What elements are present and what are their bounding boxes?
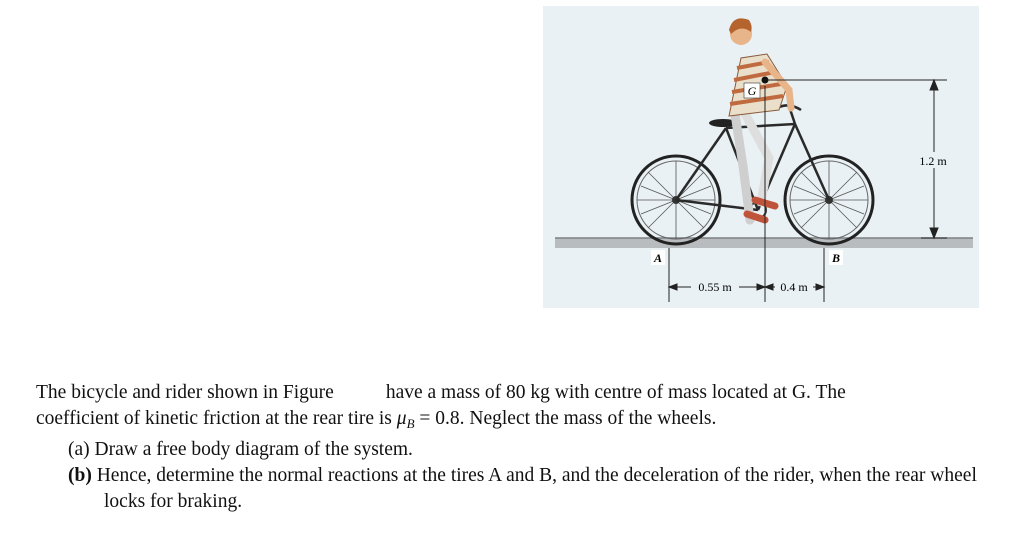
bicycle-diagram <box>543 6 983 316</box>
friction-text-2: = 0.8. Neglect the mass of the wheels. <box>414 408 717 429</box>
friction-text-1: coefficient of kinetic friction at the rear tire is <box>36 408 397 429</box>
dim-g-to-front-label: 0.4 m <box>780 280 808 294</box>
problem-statement <box>36 380 996 515</box>
label-b: B <box>831 251 841 265</box>
dim-rear-to-g-label: 0.55 m <box>698 280 732 294</box>
part-b <box>36 463 996 515</box>
mu-subscript: B <box>406 416 415 431</box>
intro-line-2 <box>36 406 996 437</box>
intro-part-2: have a mass of 80 kg with centre of mass located at G. The <box>385 382 846 403</box>
part-a-text: Draw a free body diagram of the system. <box>94 439 413 460</box>
part-a-label: (a) <box>68 439 90 460</box>
figure-background <box>543 6 979 308</box>
part-b-text: Hence, determine the normal reactions at the tires A and B, and the deceleration of the rider, when the rear wheel locks for braking. <box>96 465 977 512</box>
ground <box>555 238 973 248</box>
dim-height-label: 1.2 m <box>919 154 947 168</box>
part-b-label: (b) <box>68 465 92 486</box>
label-a: A <box>653 251 663 265</box>
intro-line-1 <box>36 380 996 406</box>
bicycle-figure <box>543 6 983 316</box>
mu-symbol: μ <box>396 408 407 429</box>
intro-part-1: The bicycle and rider shown in Figure <box>36 382 334 403</box>
label-g: G <box>747 84 757 98</box>
part-a <box>36 437 996 463</box>
